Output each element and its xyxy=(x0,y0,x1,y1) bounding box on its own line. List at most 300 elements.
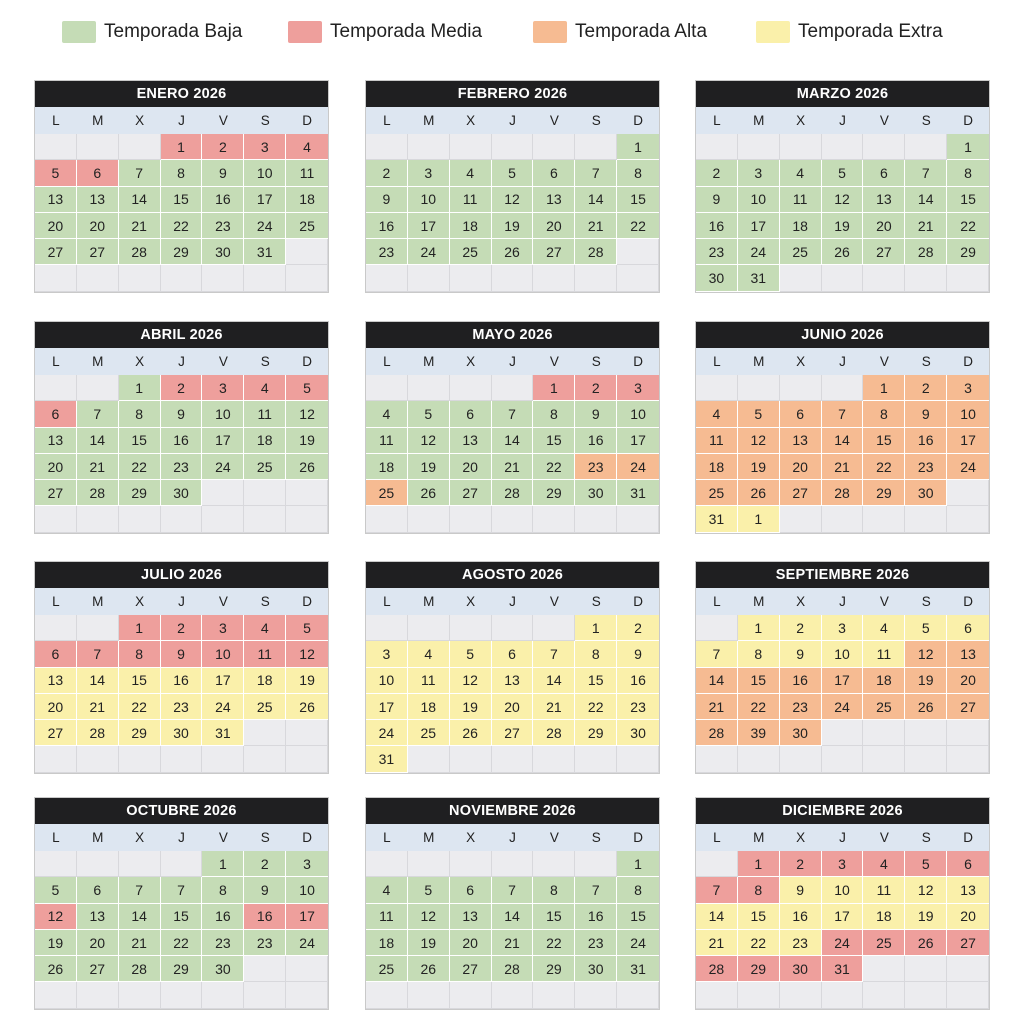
empty-day-cell xyxy=(780,265,822,291)
weekday-label: X xyxy=(135,594,145,609)
day-cell: 21 xyxy=(575,213,617,239)
day-cell: 20 xyxy=(35,454,77,480)
legend-label-baja: Temporada Baja xyxy=(104,21,243,42)
day-cell: 4 xyxy=(286,134,328,160)
day-cell: 16 xyxy=(617,668,659,694)
day-cell: 4 xyxy=(863,851,905,877)
day-cell: 27 xyxy=(492,720,534,746)
empty-day-cell xyxy=(286,265,328,291)
weekday-label: J xyxy=(178,354,185,369)
day-cell: 7 xyxy=(492,401,534,427)
day-cell: 30 xyxy=(780,720,822,746)
weekday-label: X xyxy=(796,830,806,845)
day-cell: 28 xyxy=(696,956,738,982)
weekday-label: M xyxy=(92,830,104,845)
weekday-header xyxy=(696,824,989,851)
day-cell: 29 xyxy=(947,239,989,265)
day-cell: 4 xyxy=(244,615,286,641)
day-cell: 20 xyxy=(450,454,492,480)
day-cell: 12 xyxy=(408,904,450,930)
weekday-label: V xyxy=(549,830,559,845)
day-cell: 19 xyxy=(450,694,492,720)
day-cell: 31 xyxy=(822,956,864,982)
day-cell: 27 xyxy=(77,239,119,265)
empty-day-cell xyxy=(822,746,864,772)
weekday-label: L xyxy=(383,113,391,128)
day-cell: 16 xyxy=(905,428,947,454)
empty-day-cell xyxy=(202,746,244,772)
day-cell: 20 xyxy=(492,694,534,720)
day-cell: 10 xyxy=(244,160,286,186)
empty-day-cell xyxy=(161,265,203,291)
empty-day-cell xyxy=(617,239,659,265)
day-cell: 14 xyxy=(696,904,738,930)
day-cell: 9 xyxy=(617,641,659,667)
day-cell: 27 xyxy=(450,956,492,982)
day-cell: 25 xyxy=(286,213,328,239)
day-cell: 22 xyxy=(161,213,203,239)
empty-day-cell xyxy=(947,265,989,291)
day-cell: 22 xyxy=(738,694,780,720)
empty-day-cell xyxy=(119,746,161,772)
day-cell: 23 xyxy=(161,694,203,720)
empty-day-cell xyxy=(244,506,286,532)
month-title: JUNIO 2026 xyxy=(696,322,989,348)
weekday-label: M xyxy=(92,113,104,128)
empty-day-cell xyxy=(822,265,864,291)
weekday-label: M xyxy=(423,594,435,609)
weekday-label: J xyxy=(509,354,516,369)
day-cell: 21 xyxy=(77,454,119,480)
day-cell: 30 xyxy=(161,480,203,506)
empty-day-cell xyxy=(492,746,534,772)
weekday-label: V xyxy=(218,830,228,845)
day-cell: 21 xyxy=(822,454,864,480)
day-cell: 8 xyxy=(119,641,161,667)
day-cell: 10 xyxy=(822,641,864,667)
day-cell: 9 xyxy=(575,401,617,427)
day-cell: 7 xyxy=(119,160,161,186)
day-cell: 1 xyxy=(947,134,989,160)
month-calendar xyxy=(365,797,660,1010)
legend-label-media: Temporada Media xyxy=(330,21,483,42)
weekday-label: M xyxy=(753,113,765,128)
empty-day-cell xyxy=(161,506,203,532)
empty-day-cell xyxy=(780,746,822,772)
empty-day-cell xyxy=(366,982,408,1008)
empty-day-cell xyxy=(408,982,450,1008)
day-cell: 15 xyxy=(738,668,780,694)
day-cell: 14 xyxy=(492,428,534,454)
day-cell: 6 xyxy=(492,641,534,667)
day-cell: 2 xyxy=(161,375,203,401)
empty-day-cell xyxy=(492,134,534,160)
day-cell: 11 xyxy=(863,877,905,903)
empty-day-cell xyxy=(286,480,328,506)
day-cell: 12 xyxy=(286,401,328,427)
empty-day-cell xyxy=(696,615,738,641)
weekday-label: S xyxy=(921,594,931,609)
day-cell: 20 xyxy=(533,213,575,239)
empty-day-cell xyxy=(35,982,77,1008)
empty-day-cell xyxy=(947,480,989,506)
empty-day-cell xyxy=(450,375,492,401)
day-cell: 8 xyxy=(947,160,989,186)
weekday-label: J xyxy=(839,594,846,609)
day-cell: 28 xyxy=(533,720,575,746)
empty-day-cell xyxy=(35,851,77,877)
weekday-header xyxy=(366,348,659,375)
day-cell: 5 xyxy=(408,877,450,903)
day-cell: 14 xyxy=(492,904,534,930)
day-cell: 14 xyxy=(905,187,947,213)
day-cell: 18 xyxy=(286,187,328,213)
day-cell: 10 xyxy=(202,401,244,427)
day-cell: 3 xyxy=(947,375,989,401)
day-cell: 5 xyxy=(450,641,492,667)
day-cell: 25 xyxy=(450,239,492,265)
empty-day-cell xyxy=(450,746,492,772)
weekday-label: V xyxy=(549,354,559,369)
empty-day-cell xyxy=(161,982,203,1008)
weekday-label: S xyxy=(260,594,270,609)
day-cell: 1 xyxy=(617,134,659,160)
empty-day-cell xyxy=(533,615,575,641)
day-cell: 14 xyxy=(822,428,864,454)
empty-day-cell xyxy=(450,506,492,532)
empty-day-cell xyxy=(533,506,575,532)
empty-day-cell xyxy=(202,982,244,1008)
day-cell: 2 xyxy=(202,134,244,160)
day-cell: 7 xyxy=(822,401,864,427)
month-title: ENERO 2026 xyxy=(35,81,328,107)
day-cell: 23 xyxy=(696,239,738,265)
day-cell: 15 xyxy=(738,904,780,930)
month-calendar xyxy=(34,321,329,534)
empty-day-cell xyxy=(35,615,77,641)
legend-swatch-media xyxy=(288,21,322,43)
weekday-label: L xyxy=(713,113,721,128)
day-cell: 18 xyxy=(696,454,738,480)
empty-day-cell xyxy=(947,982,989,1008)
day-cell: 12 xyxy=(286,641,328,667)
day-cell: 16 xyxy=(161,428,203,454)
weekday-label: M xyxy=(753,830,765,845)
day-cell: 20 xyxy=(77,930,119,956)
day-cell: 13 xyxy=(35,187,77,213)
month-calendar xyxy=(695,561,990,774)
month-title: SEPTIEMBRE 2026 xyxy=(696,562,989,588)
empty-day-cell xyxy=(244,956,286,982)
day-cell: 20 xyxy=(780,454,822,480)
day-cell: 19 xyxy=(905,904,947,930)
weekday-header xyxy=(696,348,989,375)
weekday-label: D xyxy=(963,594,973,609)
days-grid xyxy=(366,375,659,533)
empty-day-cell xyxy=(863,720,905,746)
day-cell: 27 xyxy=(947,694,989,720)
weekday-label: X xyxy=(796,113,806,128)
day-cell: 13 xyxy=(863,187,905,213)
day-cell: 21 xyxy=(119,213,161,239)
weekday-label: J xyxy=(178,113,185,128)
month-calendar xyxy=(695,80,990,293)
day-cell: 1 xyxy=(863,375,905,401)
empty-day-cell xyxy=(408,851,450,877)
day-cell: 27 xyxy=(863,239,905,265)
day-cell: 23 xyxy=(202,213,244,239)
empty-day-cell xyxy=(863,956,905,982)
day-cell: 12 xyxy=(408,428,450,454)
legend-label-extra: Temporada Extra xyxy=(798,21,943,42)
weekday-label: L xyxy=(713,594,721,609)
day-cell: 22 xyxy=(738,930,780,956)
day-cell: 20 xyxy=(947,904,989,930)
empty-day-cell xyxy=(35,375,77,401)
weekday-header xyxy=(35,824,328,851)
month-title: OCTUBRE 2026 xyxy=(35,798,328,824)
day-cell: 24 xyxy=(244,213,286,239)
month-title: AGOSTO 2026 xyxy=(366,562,659,588)
day-cell: 29 xyxy=(161,956,203,982)
weekday-label: J xyxy=(178,830,185,845)
day-cell: 7 xyxy=(575,160,617,186)
day-cell: 2 xyxy=(575,375,617,401)
day-cell: 8 xyxy=(738,877,780,903)
days-grid xyxy=(35,851,328,1009)
weekday-label: M xyxy=(753,354,765,369)
day-cell: 12 xyxy=(492,187,534,213)
day-cell: 15 xyxy=(161,187,203,213)
day-cell: 7 xyxy=(492,877,534,903)
day-cell: 14 xyxy=(119,187,161,213)
day-cell: 10 xyxy=(286,877,328,903)
empty-day-cell xyxy=(244,746,286,772)
day-cell: 27 xyxy=(35,239,77,265)
weekday-label: X xyxy=(135,113,145,128)
day-cell: 7 xyxy=(575,877,617,903)
day-cell: 13 xyxy=(35,668,77,694)
day-cell: 13 xyxy=(77,187,119,213)
empty-day-cell xyxy=(533,851,575,877)
empty-day-cell xyxy=(905,265,947,291)
day-cell: 13 xyxy=(492,668,534,694)
day-cell: 6 xyxy=(947,615,989,641)
day-cell: 23 xyxy=(244,930,286,956)
day-cell: 8 xyxy=(533,877,575,903)
day-cell: 13 xyxy=(947,877,989,903)
empty-day-cell xyxy=(696,375,738,401)
legend-swatch-baja xyxy=(62,21,96,43)
day-cell: 18 xyxy=(450,213,492,239)
weekday-label: J xyxy=(839,830,846,845)
empty-day-cell xyxy=(244,982,286,1008)
day-cell: 21 xyxy=(119,930,161,956)
day-cell: 17 xyxy=(822,668,864,694)
days-grid xyxy=(366,851,659,1009)
day-cell: 22 xyxy=(119,694,161,720)
weekday-label: V xyxy=(549,113,559,128)
empty-day-cell xyxy=(408,615,450,641)
empty-day-cell xyxy=(119,982,161,1008)
day-cell: 6 xyxy=(533,160,575,186)
empty-day-cell xyxy=(533,746,575,772)
day-cell: 25 xyxy=(696,480,738,506)
day-cell: 25 xyxy=(244,694,286,720)
day-cell: 18 xyxy=(366,454,408,480)
weekday-label: M xyxy=(92,594,104,609)
empty-day-cell xyxy=(863,982,905,1008)
month-calendar xyxy=(34,561,329,774)
day-cell: 7 xyxy=(533,641,575,667)
weekday-label: D xyxy=(633,830,643,845)
weekday-label: J xyxy=(839,354,846,369)
day-cell: 22 xyxy=(575,694,617,720)
day-cell: 16 xyxy=(696,213,738,239)
day-cell: 14 xyxy=(77,428,119,454)
day-cell: 21 xyxy=(696,694,738,720)
weekday-label: X xyxy=(135,830,145,845)
day-cell: 20 xyxy=(35,213,77,239)
day-cell: 22 xyxy=(617,213,659,239)
day-cell: 3 xyxy=(822,851,864,877)
day-cell: 8 xyxy=(533,401,575,427)
day-cell: 26 xyxy=(822,239,864,265)
weekday-label: M xyxy=(92,354,104,369)
empty-day-cell xyxy=(947,720,989,746)
empty-day-cell xyxy=(77,134,119,160)
day-cell: 10 xyxy=(947,401,989,427)
weekday-label: X xyxy=(796,354,806,369)
weekday-label: L xyxy=(52,594,60,609)
weekday-label: S xyxy=(260,354,270,369)
day-cell: 13 xyxy=(533,187,575,213)
day-cell: 28 xyxy=(575,239,617,265)
day-cell: 17 xyxy=(822,904,864,930)
day-cell: 11 xyxy=(780,187,822,213)
day-cell: 31 xyxy=(617,480,659,506)
day-cell: 5 xyxy=(408,401,450,427)
day-cell: 1 xyxy=(202,851,244,877)
weekday-header xyxy=(696,588,989,615)
weekday-label: D xyxy=(302,113,312,128)
day-cell: 16 xyxy=(780,668,822,694)
day-cell: 6 xyxy=(863,160,905,186)
weekday-header xyxy=(366,588,659,615)
day-cell: 31 xyxy=(202,720,244,746)
day-cell: 15 xyxy=(575,668,617,694)
day-cell: 16 xyxy=(780,904,822,930)
day-cell: 10 xyxy=(617,401,659,427)
days-grid xyxy=(35,375,328,533)
weekday-label: D xyxy=(633,113,643,128)
day-cell: 15 xyxy=(161,904,203,930)
empty-day-cell xyxy=(863,746,905,772)
day-cell: 9 xyxy=(244,877,286,903)
day-cell: 6 xyxy=(77,877,119,903)
days-grid xyxy=(696,375,989,533)
day-cell: 19 xyxy=(492,213,534,239)
day-cell: 16 xyxy=(366,213,408,239)
day-cell: 23 xyxy=(780,930,822,956)
weekday-header xyxy=(366,824,659,851)
days-grid xyxy=(35,134,328,292)
day-cell: 13 xyxy=(77,904,119,930)
day-cell: 1 xyxy=(161,134,203,160)
day-cell: 15 xyxy=(863,428,905,454)
weekday-label: S xyxy=(260,113,270,128)
empty-day-cell xyxy=(492,265,534,291)
day-cell: 30 xyxy=(575,480,617,506)
weekday-label: V xyxy=(879,354,889,369)
weekday-label: S xyxy=(260,830,270,845)
day-cell: 27 xyxy=(35,720,77,746)
empty-day-cell xyxy=(161,746,203,772)
weekday-label: L xyxy=(52,113,60,128)
empty-day-cell xyxy=(366,615,408,641)
day-cell: 20 xyxy=(947,668,989,694)
empty-day-cell xyxy=(617,506,659,532)
day-cell: 19 xyxy=(905,668,947,694)
empty-day-cell xyxy=(77,982,119,1008)
empty-day-cell xyxy=(35,265,77,291)
weekday-label: L xyxy=(713,830,721,845)
day-cell: 9 xyxy=(780,641,822,667)
empty-day-cell xyxy=(905,982,947,1008)
weekday-label: X xyxy=(466,354,476,369)
day-cell: 8 xyxy=(202,877,244,903)
empty-day-cell xyxy=(366,851,408,877)
day-cell: 29 xyxy=(533,956,575,982)
day-cell: 17 xyxy=(408,213,450,239)
weekday-label: L xyxy=(383,830,391,845)
empty-day-cell xyxy=(408,375,450,401)
day-cell: 12 xyxy=(35,904,77,930)
day-cell: 5 xyxy=(822,160,864,186)
empty-day-cell xyxy=(450,134,492,160)
day-cell: 25 xyxy=(863,694,905,720)
day-cell: 28 xyxy=(822,480,864,506)
empty-day-cell xyxy=(77,615,119,641)
day-cell: 4 xyxy=(408,641,450,667)
day-cell: 7 xyxy=(77,641,119,667)
empty-day-cell xyxy=(905,506,947,532)
empty-day-cell xyxy=(450,615,492,641)
weekday-label: L xyxy=(383,594,391,609)
empty-day-cell xyxy=(617,746,659,772)
day-cell: 17 xyxy=(738,213,780,239)
day-cell: 19 xyxy=(35,930,77,956)
day-cell: 1 xyxy=(738,851,780,877)
empty-day-cell xyxy=(780,506,822,532)
day-cell: 3 xyxy=(408,160,450,186)
empty-day-cell xyxy=(780,134,822,160)
day-cell: 16 xyxy=(244,904,286,930)
empty-day-cell xyxy=(119,265,161,291)
day-cell: 20 xyxy=(35,694,77,720)
day-cell: 10 xyxy=(202,641,244,667)
month-title: JULIO 2026 xyxy=(35,562,328,588)
day-cell: 20 xyxy=(863,213,905,239)
day-cell: 31 xyxy=(366,746,408,772)
day-cell: 12 xyxy=(905,877,947,903)
day-cell: 11 xyxy=(244,641,286,667)
empty-day-cell xyxy=(161,851,203,877)
day-cell: 18 xyxy=(244,428,286,454)
weekday-label: V xyxy=(879,830,889,845)
empty-day-cell xyxy=(947,506,989,532)
weekday-label: X xyxy=(796,594,806,609)
